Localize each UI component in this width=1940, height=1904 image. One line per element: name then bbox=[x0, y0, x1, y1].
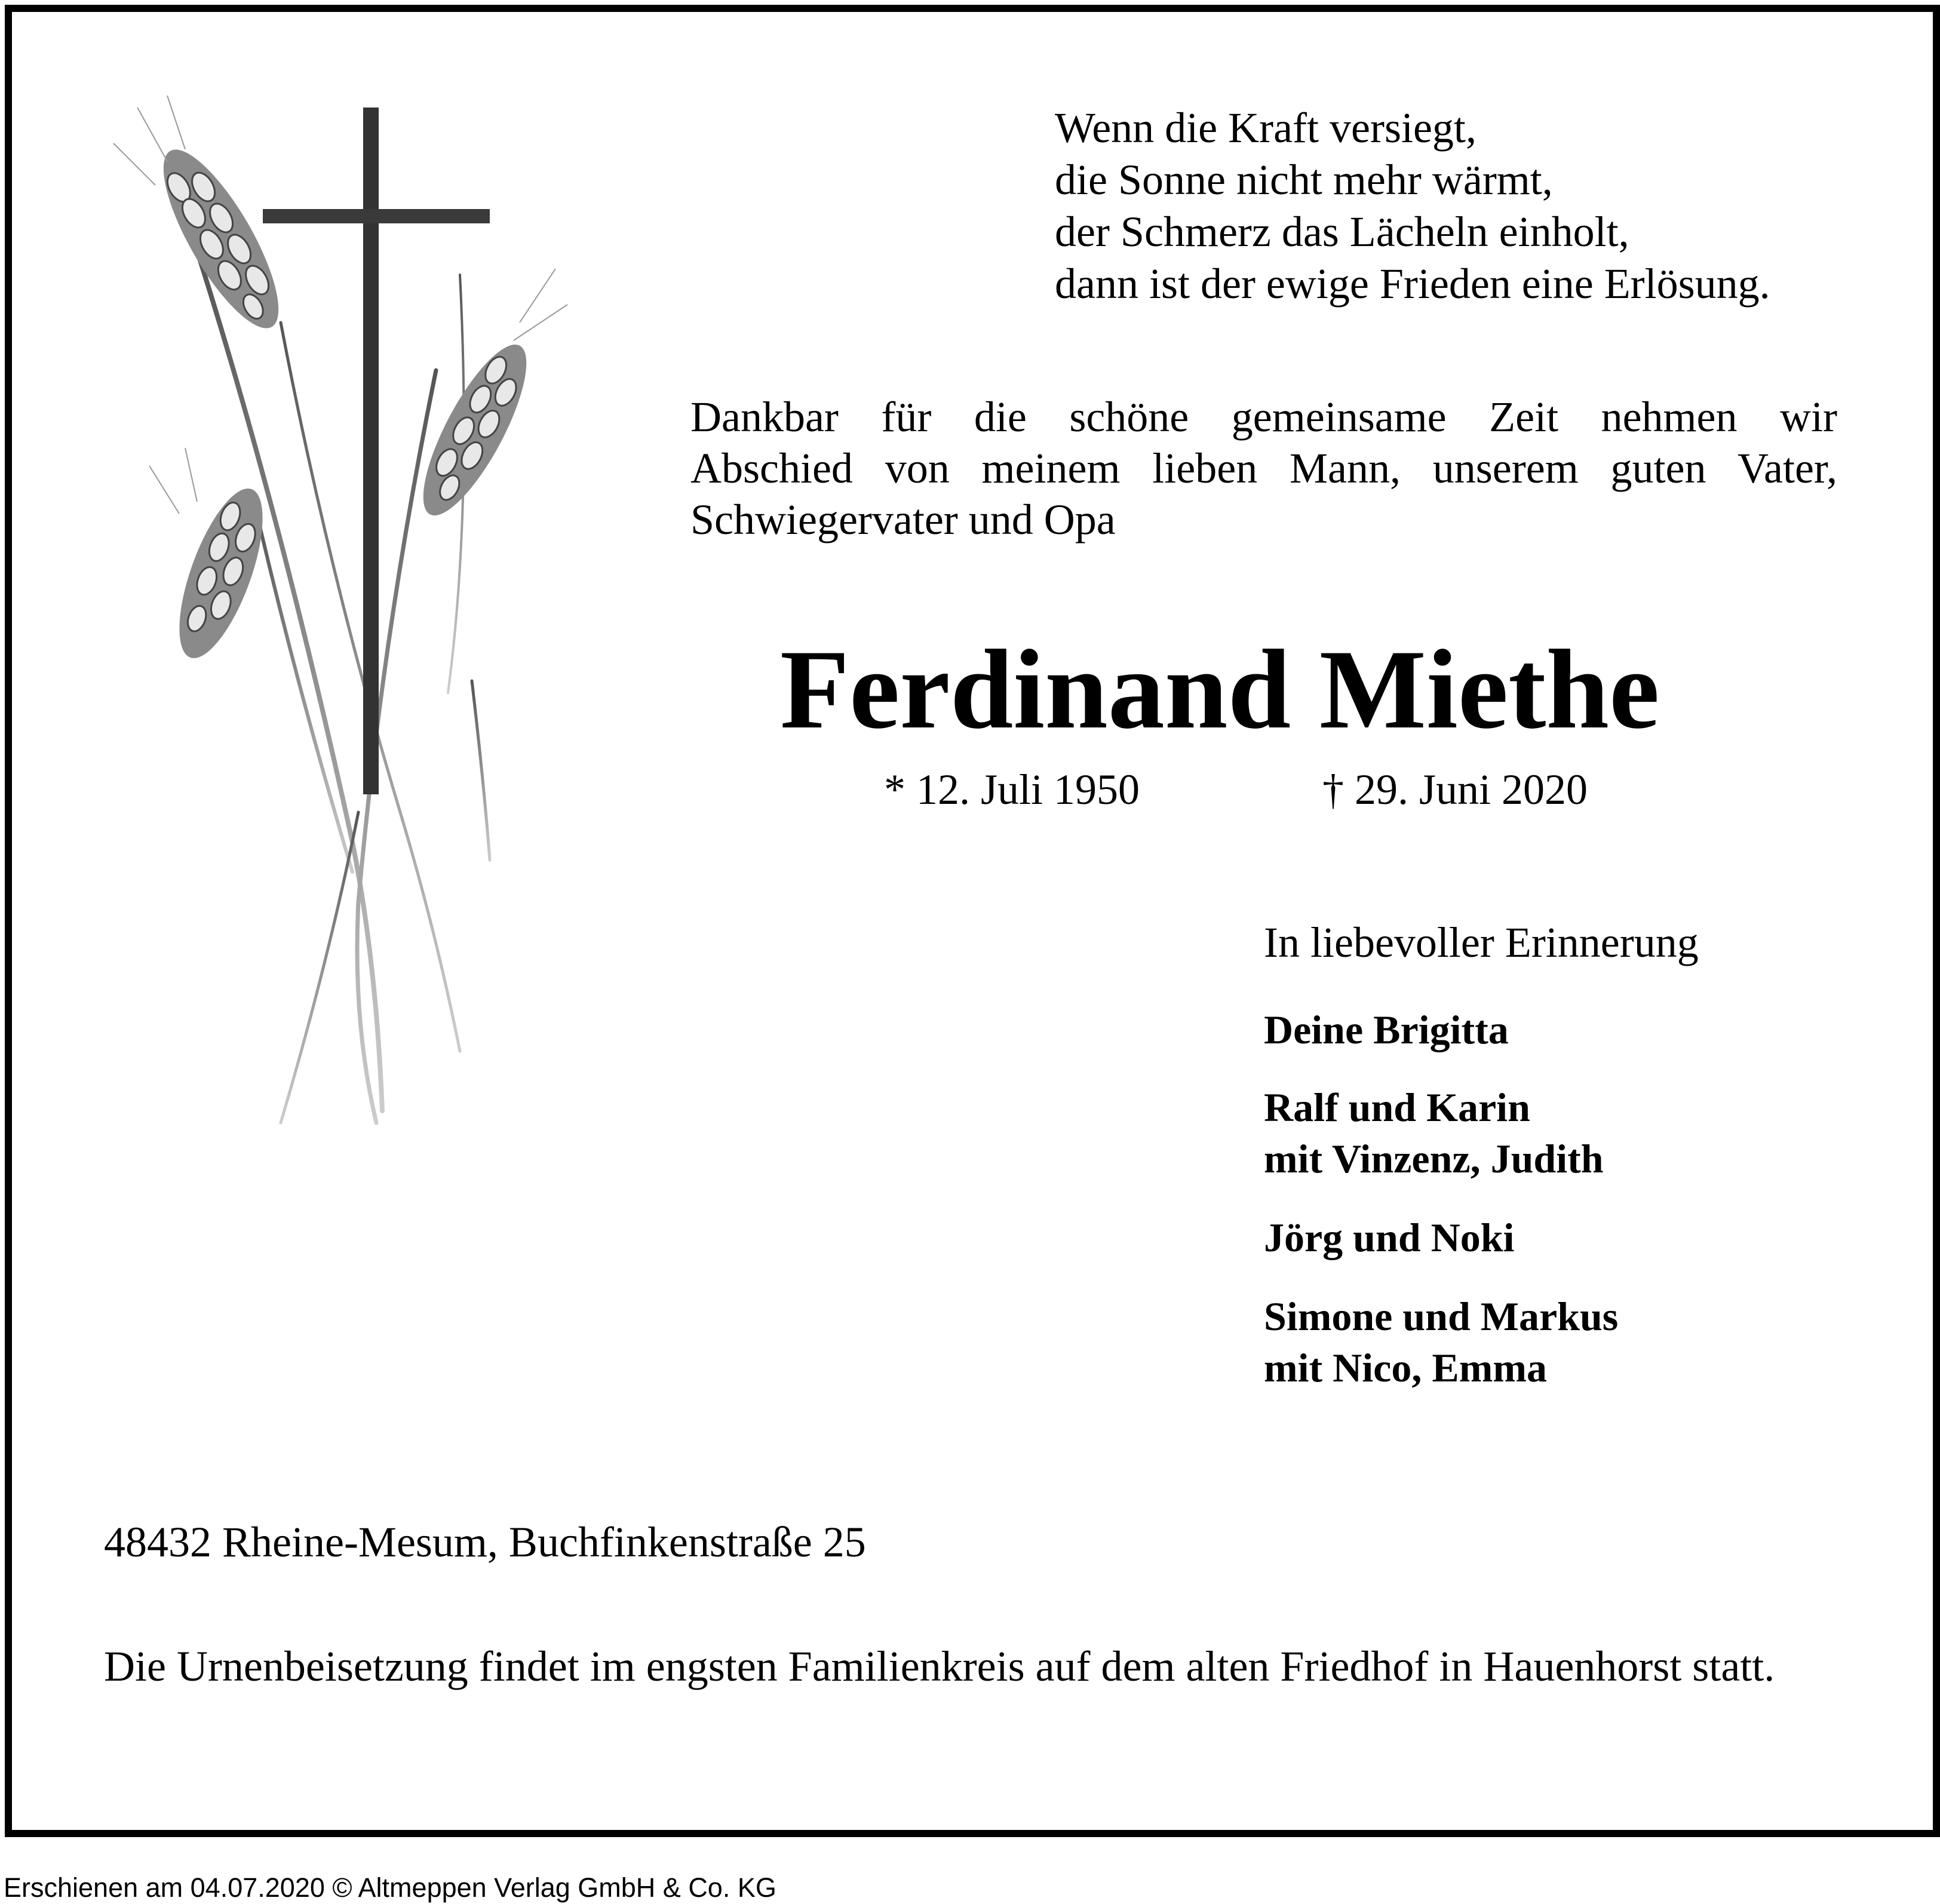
mourner-group bbox=[1264, 1087, 1604, 1179]
poem-line: dann ist der ewige Frieden eine Erlösung. bbox=[1055, 260, 1770, 308]
intro-line: Dankbar für die schöne gemeinsame Zeit nehmen wir bbox=[690, 393, 1837, 441]
mourner-group bbox=[1264, 1009, 1509, 1050]
deceased-name: Ferdinand Miethe bbox=[780, 627, 1660, 753]
poem-line: Wenn die Kraft versiegt, bbox=[1055, 104, 1477, 152]
mourner-group bbox=[1264, 1296, 1618, 1388]
mourner-name: Simone und Markus bbox=[1264, 1294, 1619, 1339]
birth-date: * 12. Juli 1950 bbox=[884, 766, 1140, 813]
intro-line: Schwiegervater und Opa bbox=[690, 496, 1116, 543]
intro-line: Abschied von meinem lieben Mann, unserem guten Vater, bbox=[690, 444, 1837, 492]
address: 48432 Rheine-Mesum, Buchfinkenstraße 25 bbox=[104, 1518, 866, 1566]
mourner-name: mit Nico, Emma bbox=[1264, 1345, 1548, 1390]
mourners-intro: In liebevoller Erinnerung bbox=[1264, 919, 1699, 966]
mourner-name: mit Vinzenz, Judith bbox=[1264, 1136, 1604, 1181]
death-date: † 29. Juni 2020 bbox=[1322, 766, 1588, 813]
publication-footer: Erschienen am 04.07.2020 © Altmeppen Verlag GmbH & Co. KG bbox=[4, 1872, 776, 1903]
poem-line: der Schmerz das Lächeln einholt, bbox=[1055, 208, 1629, 256]
mourner-name: Ralf und Karin bbox=[1264, 1085, 1530, 1130]
wheat-ear-icon bbox=[162, 479, 280, 668]
poem bbox=[1055, 106, 1770, 314]
mourner-name: Deine Brigitta bbox=[1264, 1007, 1509, 1052]
mourner-group bbox=[1264, 1217, 1514, 1258]
intro-text bbox=[690, 395, 1837, 549]
funeral-note: Die Urnenbeisetzung findet im engsten Familienkreis auf dem alten Friedhof in Hauenhorst statt. bbox=[104, 1642, 1775, 1690]
cross-with-wheat-icon bbox=[102, 96, 609, 1135]
poem-line: die Sonne nicht mehr wärmt, bbox=[1055, 156, 1553, 204]
mourner-name: Jörg und Noki bbox=[1264, 1215, 1515, 1260]
wheat-ear-icon bbox=[143, 136, 299, 342]
